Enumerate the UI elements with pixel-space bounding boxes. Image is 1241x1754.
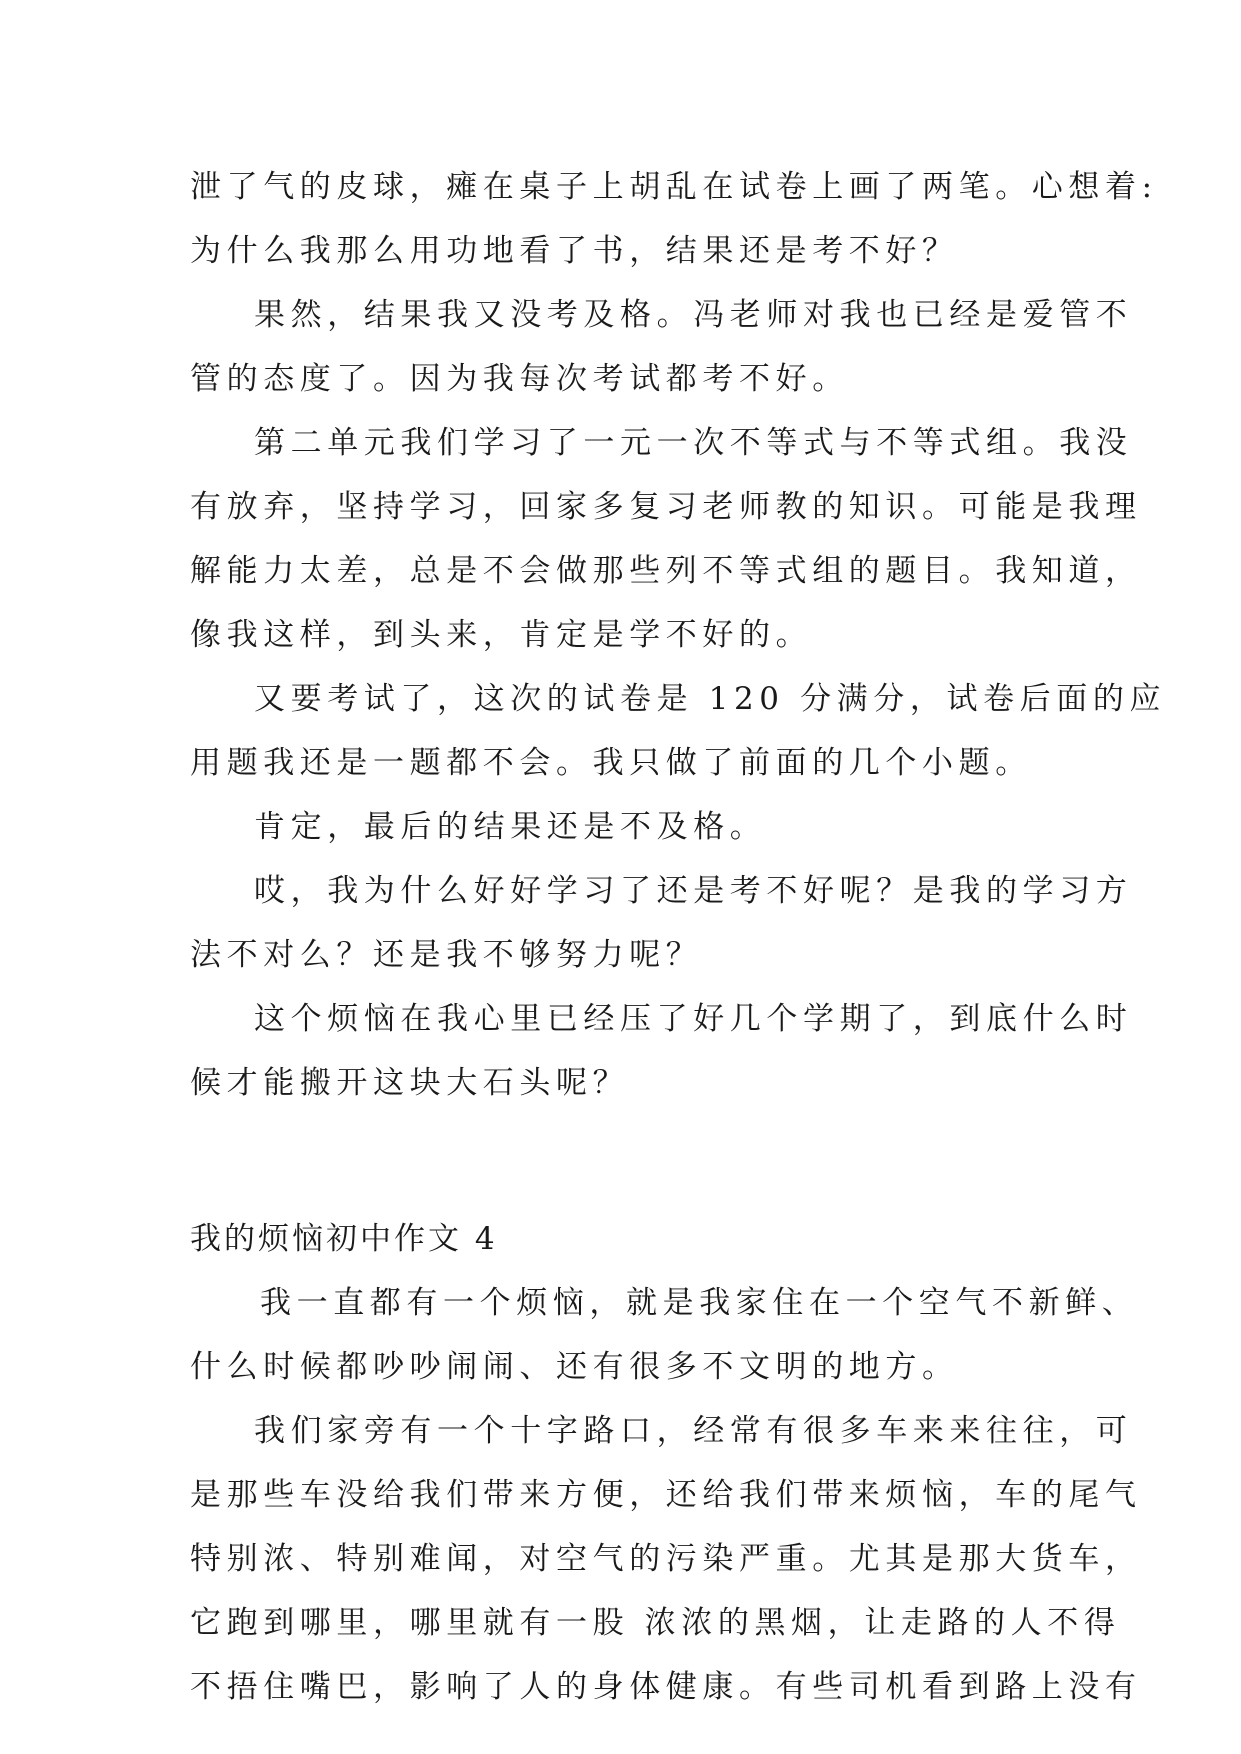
text-line: 果然，结果我又没考及格。冯老师对我也已经是爱管不 bbox=[254, 297, 1133, 333]
text-line: 是那些车没给我们带来方便，还给我们带来烦恼，车的尾气 bbox=[190, 1477, 1142, 1513]
text-line: 管的态度了。因为我每次考试都考不好。 bbox=[190, 361, 849, 397]
text-line: 又要考试了，这次的试卷是 120 分满分，试卷后面的应 bbox=[254, 681, 1167, 717]
section-title: 我的烦恼初中作文 4 bbox=[190, 1221, 498, 1257]
text-line: 有放弃，坚持学习，回家多复习老师教的知识。可能是我理 bbox=[190, 489, 1142, 525]
text-line: 解能力太差，总是不会做那些列不等式组的题目。我知道， bbox=[190, 553, 1142, 589]
text-line: 我们家旁有一个十字路口，经常有很多车来来往往，可 bbox=[254, 1413, 1133, 1449]
text-line: 像我这样，到头来，肯定是学不好的。 bbox=[190, 617, 813, 653]
text-line: 候才能搬开这块大石头呢？ bbox=[190, 1065, 630, 1101]
text-line: 特别浓、特别难闻，对空气的污染严重。尤其是那大货车， bbox=[190, 1541, 1142, 1577]
text-line: 我一直都有一个烦恼，就是我家住在一个空气不新鲜、 bbox=[260, 1285, 1139, 1321]
text-line: 第二单元我们学习了一元一次不等式与不等式组。我没 bbox=[254, 425, 1133, 461]
document-page bbox=[190, 155, 1167, 1719]
text-line: 它跑到哪里，哪里就有一股 浓浓的黑烟，让走路的人不得 bbox=[190, 1605, 1121, 1641]
text-line: 法不对么？还是我不够努力呢？ bbox=[190, 937, 703, 973]
text-line: 这个烦恼在我心里已经压了好几个学期了，到底什么时 bbox=[254, 1001, 1133, 1037]
text-line: 为什么我那么用功地看了书，结果还是考不好？ bbox=[190, 233, 959, 269]
text-line: 泄了气的皮球，瘫在桌子上胡乱在试卷上画了两笔。心想着: bbox=[190, 169, 1158, 205]
text-line: 肯定，最后的结果还是不及格。 bbox=[254, 809, 767, 845]
text-line: 用题我还是一题都不会。我只做了前面的几个小题。 bbox=[190, 745, 1032, 781]
text-line: 哎，我为什么好好学习了还是考不好呢？是我的学习方 bbox=[254, 873, 1133, 909]
text-line: 不捂住嘴巴，影响了人的身体健康。有些司机看到路上没有 bbox=[190, 1669, 1142, 1705]
text-line: 什么时候都吵吵闹闹、还有很多不文明的地方。 bbox=[190, 1349, 959, 1385]
